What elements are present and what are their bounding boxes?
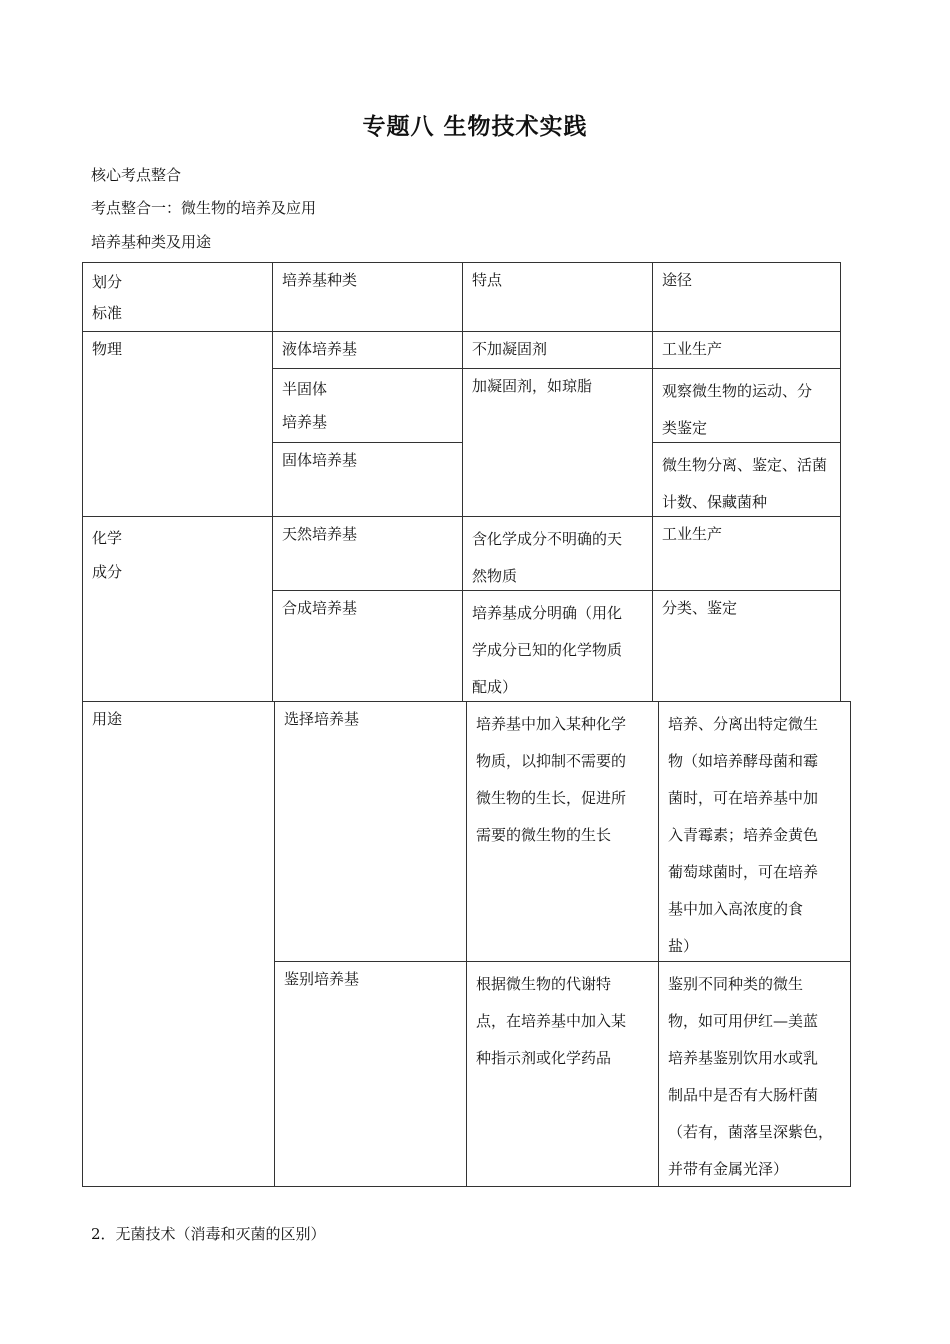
section-heading-aseptic: 2．无菌技术（消毒和灭菌的区别） (91, 1225, 326, 1243)
heading-table-caption: 培养基种类及用途 (91, 233, 212, 251)
table-cell-differential-use: 鉴别不同种类的微生 物，如可用伊红—美蓝 培养基鉴别饮用水或乳 制品中是否有大肠杆菌 （若有，菌落呈深紫色， 并带有金属光泽） (658, 961, 851, 1187)
table-header-criteria: 划分 标准 (82, 262, 273, 332)
page-title: 专题八 生物技术实践 (362, 114, 588, 140)
table-cell-differential-type: 鉴别培养基 (274, 961, 467, 1187)
table-header-feature: 特点 (462, 262, 653, 332)
table-cell-natural-use: 工业生产 (652, 516, 841, 591)
table-cell-semisolid-solid-feature: 加凝固剂，如琼脂 (462, 368, 653, 517)
table-cell-liquid-feature: 不加凝固剂 (462, 331, 653, 369)
table-cell-selective-feature: 培养基中加入某种化学 物质，以抑制不需要的 微生物的生长，促进所 需要的微生物的生长 (466, 701, 659, 962)
table-cell-solid-use: 微生物分离、鉴定、活菌 计数、保藏菌种 (652, 442, 841, 517)
table-cell-synthetic-feature: 培养基成分明确（用化 学成分已知的化学物质 配成） (462, 590, 653, 702)
table-header-use: 途径 (652, 262, 841, 332)
heading-topic: 考点整合一：微生物的培养及应用 (91, 199, 317, 217)
table-cell-semisolid-type: 半固体 培养基 (272, 368, 463, 443)
table-cell-chemical-label: 化学 成分 (82, 516, 273, 702)
table-cell-semisolid-use: 观察微生物的运动、分 类鉴定 (652, 368, 841, 443)
table-cell-synthetic-use: 分类、鉴定 (652, 590, 841, 702)
table-cell-differential-feature: 根据微生物的代谢特 点，在培养基中加入某 种指示剂或化学药品 (466, 961, 659, 1187)
table-cell-synthetic-type: 合成培养基 (272, 590, 463, 702)
table-cell-liquid-use: 工业生产 (652, 331, 841, 369)
table-cell-liquid-type: 液体培养基 (272, 331, 463, 369)
table-cell-selective-use: 培养、分离出特定微生 物（如培养酵母菌和霉 菌时，可在培养基中加 入青霉素；培养金黄色 葡萄球菌时，可在培养 基中加入高浓度的食 盐） (658, 701, 851, 962)
table-cell-purpose-label: 用途 (82, 701, 275, 1187)
heading-core: 核心考点整合 (91, 166, 182, 184)
table-header-type: 培养基种类 (272, 262, 463, 332)
table-cell-solid-type: 固体培养基 (272, 442, 463, 517)
table-cell-natural-feature: 含化学成分不明确的天 然物质 (462, 516, 653, 591)
table-cell-natural-type: 天然培养基 (272, 516, 463, 591)
table-cell-selective-type: 选择培养基 (274, 701, 467, 962)
table-cell-physical-label: 物理 (82, 331, 273, 517)
